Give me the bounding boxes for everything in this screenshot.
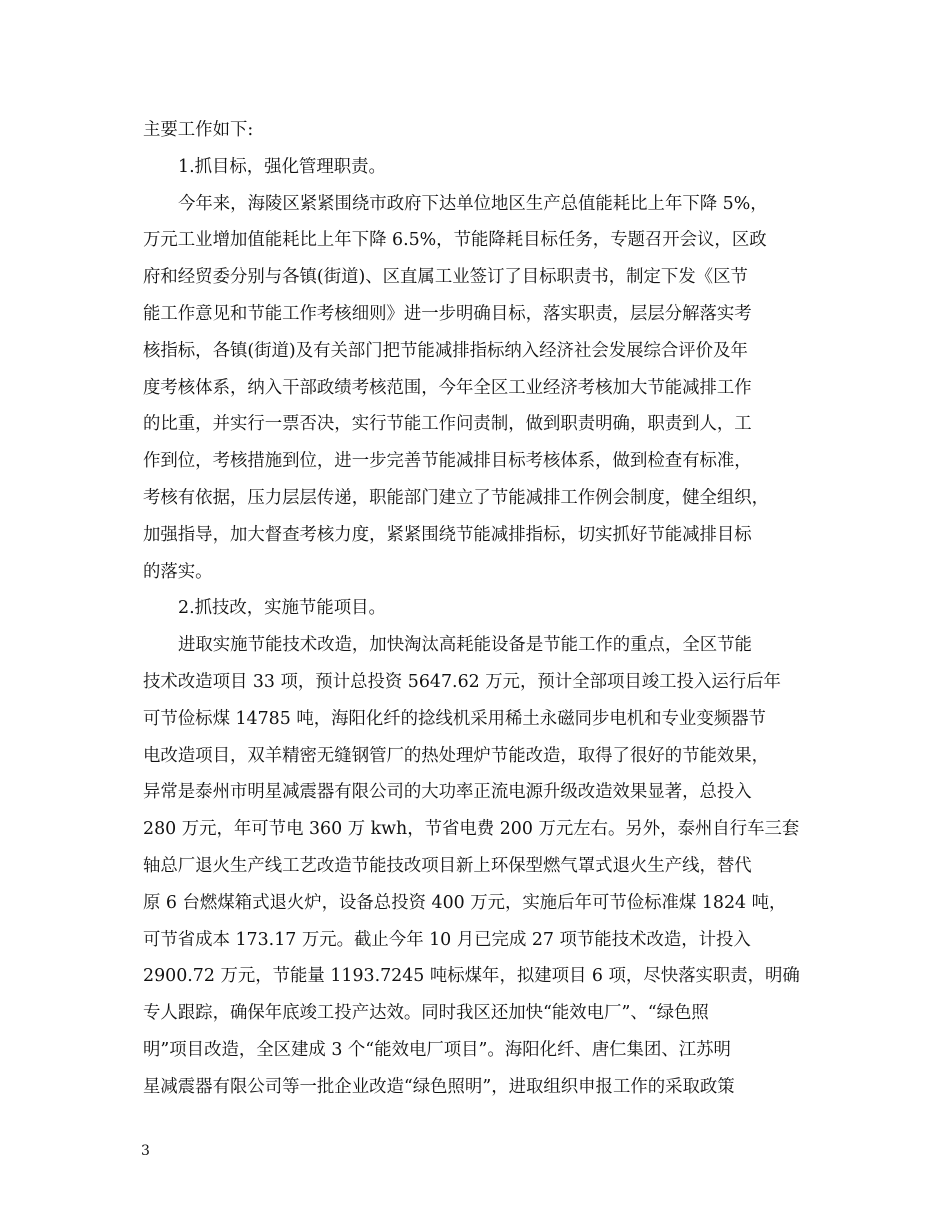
section-intro: 主要工作如下: xyxy=(143,120,254,140)
paragraph-line: 技术改造项目 33 项，预计总投资 5647.62 万元，预计全部项目竣工投入运行后年 xyxy=(143,671,781,692)
paragraph-line: 能工作意见和节能工作考核细则》进一步明确目标，落实职责，层层分解落实考 xyxy=(143,303,752,324)
page-number: 3 xyxy=(141,1143,150,1159)
paragraph-line: 作到位，考核措施到位，进一步完善节能减排目标考核体系，做到检查有标准， xyxy=(143,451,752,472)
paragraph-line: 进取实施节能技术改造，加快淘汰高耗能设备是节能工作的重点，全区节能 xyxy=(178,635,752,656)
section-heading-2: 2.抓技改，实施节能项目。 xyxy=(178,598,386,619)
paragraph-line: 考核有依据，压力层层传递，职能部门建立了节能减排工作例会制度，健全组织， xyxy=(143,487,770,508)
paragraph-line: 府和经贸委分别与各镇(街道)、区直属工业签订了目标职责书，制定下发《区节 xyxy=(143,267,748,288)
paragraph-line: 专人跟踪，确保年底竣工投产达效。同时我区还加快“能效电厂”、“绿色照 xyxy=(143,1003,709,1024)
paragraph-line: 今年来，海陵区紧紧围绕市政府下达单位地区生产总值能耗比上年下降 5%， xyxy=(178,193,768,214)
body-text xyxy=(143,112,833,1106)
paragraph-line: 核指标，各镇(街道)及有关部门把节能减排指标纳入经济社会发展综合评价及年 xyxy=(143,340,748,361)
paragraph-line: 可节俭标煤 14785 吨，海阳化纤的捻线机采用稀土永磁同步电机和专业变频器节 xyxy=(143,708,766,729)
section-heading-1: 1.抓目标，强化管理职责。 xyxy=(178,156,386,177)
paragraph-line: 度考核体系，纳入干部政绩考核范围，今年全区工业经济考核加大节能减排工作 xyxy=(143,377,752,398)
paragraph-line: 的落实。 xyxy=(143,561,213,582)
paragraph-line: 轴总厂退火生产线工艺改造节能技改项目新上环保型燃气罩式退火生产线，替代 xyxy=(143,855,752,876)
paragraph-line: 异常是泰州市明星减震器有限公司的大功率正流电源升级改造效果显著，总投入 xyxy=(143,782,752,803)
paragraph-line: 可节省成本 173.17 万元。截止今年 10 月已完成 27 项节能技术改造，计投入 xyxy=(143,929,751,950)
paragraph-line: 的比重，并实行一票否决，实行节能工作问责制，做到职责明确，职责到人，工 xyxy=(143,414,752,435)
paragraph-line: 加强指导，加大督查考核力度，紧紧围绕节能减排指标，切实抓好节能减排目标 xyxy=(143,524,752,545)
paragraph-line: 280 万元，年可节电 360 万 kwh，节省电费 200 万元左右。另外，泰州自行车三套 xyxy=(143,819,800,840)
paragraph-line: 电改造项目，双羊精密无缝钢管厂的热处理炉节能改造，取得了很好的节能效果， xyxy=(143,745,770,766)
paragraph-line: 万元工业增加值能耗比上年下降 6.5%，节能降耗目标任务，专题召开会议，区政 xyxy=(143,230,767,251)
paragraph-line: 原 6 台燃煤箱式退火炉，设备总投资 400 万元，实施后年可节俭标准煤 1824 吨， xyxy=(143,892,787,913)
paragraph-line: 明”项目改造，全区建成 3 个“能效电厂项目”。海阳化纤、唐仁集团、江苏明 xyxy=(143,1039,731,1060)
paragraph-line: 2900.72 万元，节能量 1193.7245 吨标煤年，拟建项目 6 项，尽快落实职责，明确 xyxy=(143,966,800,987)
paragraph-line: 星减震器有限公司等一批企业改造“绿色照明”，进取组织申报工作的采取政策 xyxy=(143,1076,735,1097)
